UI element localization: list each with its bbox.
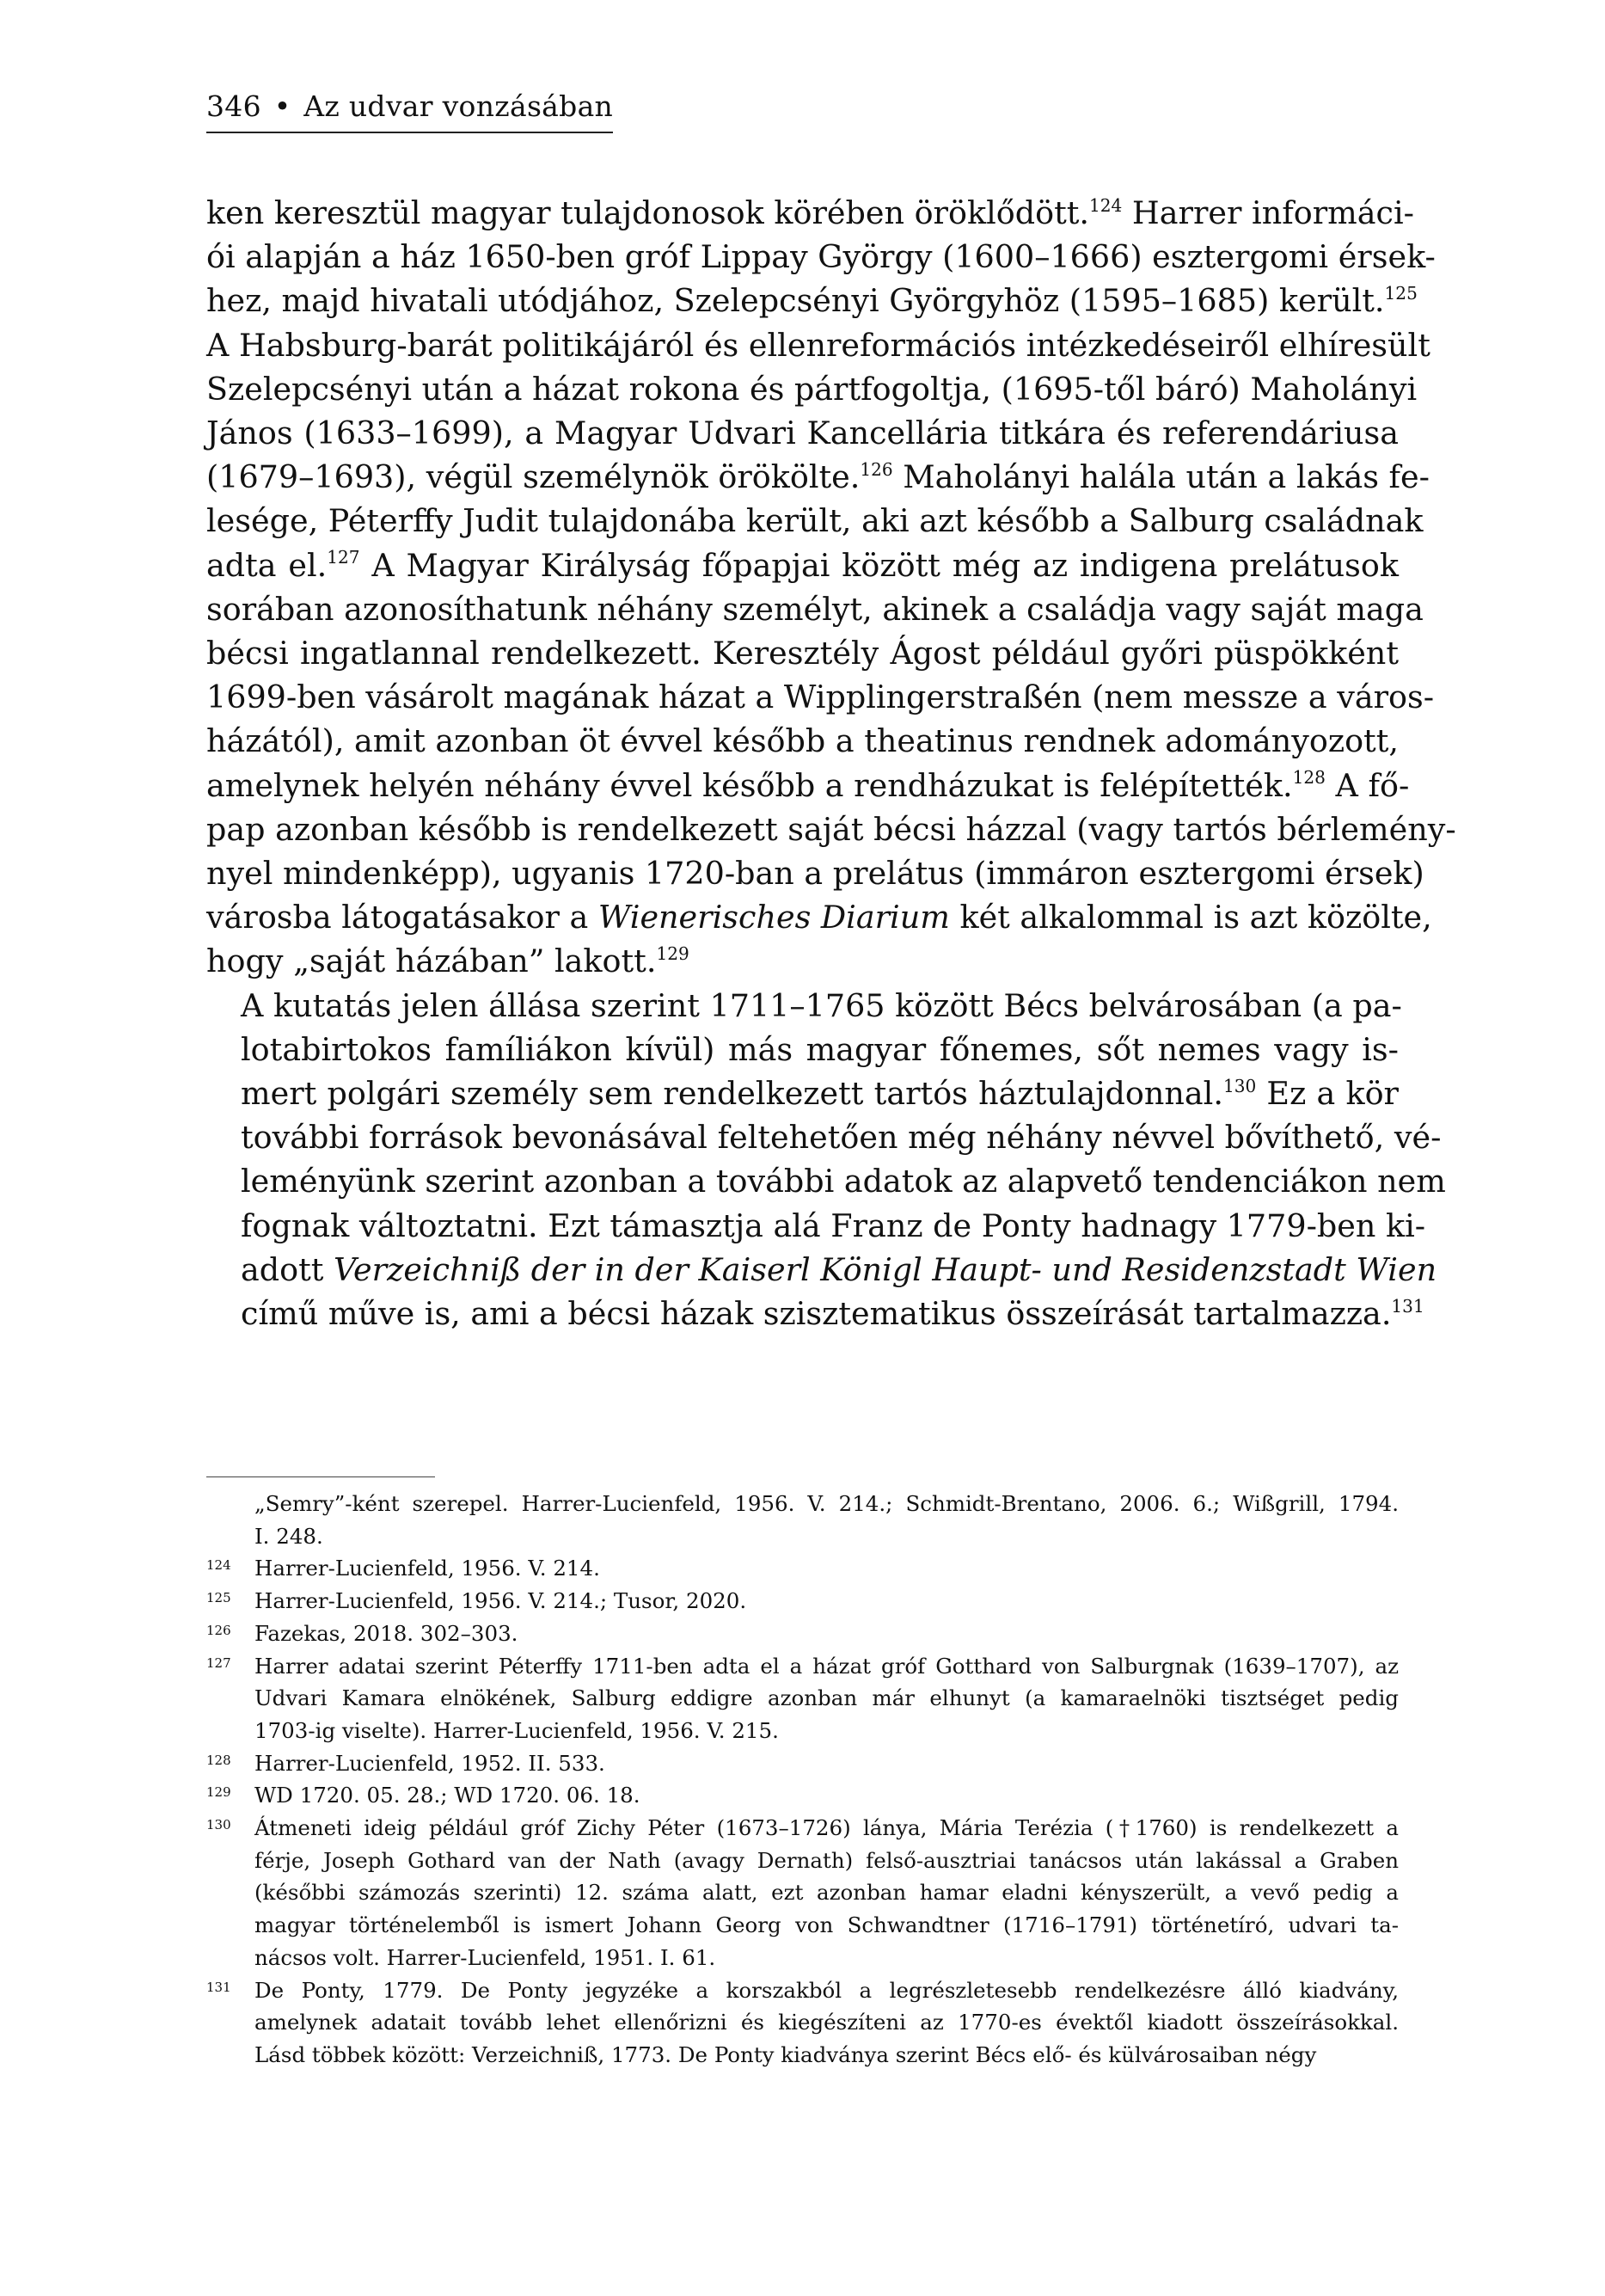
footnote: [206, 1812, 1399, 1974]
text-run: Harrer informáci-: [1122, 194, 1414, 231]
footnote: [206, 1779, 1399, 1812]
text-line: [206, 191, 1414, 235]
footnote-number: 129: [206, 1784, 231, 1801]
footnote: [206, 1747, 1399, 1780]
text-run: A Habsburg-barát politikájáról és ellenreformációs intézkedéseiről elhíresült: [206, 326, 1430, 364]
footnote-line: De Ponty, 1779. De Ponty jegyzéke a korszakból a legrészletesebb rendelkezésre álló kiadvány,: [254, 1977, 1399, 2003]
text-run: A fő-: [1325, 766, 1410, 804]
footnote-line: férje, Joseph Gothard van der Nath (avagy Dernath) felső-ausztriai tanácsos után lakással a Graben: [254, 1847, 1399, 1873]
text-run: Szelepcsényi után a házat rokona és pártfogoltja, (1695-től báró) Maholányi: [206, 370, 1418, 408]
footnote-ref: 129: [656, 943, 689, 964]
text-run: lotabirtokos famíliákon kívül) más magyar főnemes, sőt nemes vagy is-: [241, 1030, 1399, 1068]
text-line: [206, 984, 1402, 1028]
footnote-line: amelynek adatait tovább lehet ellenőrizni és kiegészíteni az 1770-es évektől kiadott összeírásokkal.: [254, 2010, 1399, 2035]
footnotes: [206, 1488, 1399, 2072]
text-run: 1699-ben vásárolt magának házat a Wipplingerstraßén (nem messze a város-: [206, 678, 1435, 716]
footnote-line: Harrer-Lucienfeld, 1956. V. 214.: [254, 1556, 600, 1581]
text-line: [206, 807, 1456, 851]
footnote-line: 1703-ig viselte). Harrer-Lucienfeld, 1956. V. 215.: [254, 1717, 779, 1743]
footnote-line: Lásd többek között: Verzeichniß, 1773. De Ponty kiadványa szerint Bécs elő- és külvárosaiban négy: [254, 2041, 1317, 2067]
text-line: [206, 323, 1430, 367]
text-run: házától), amit azonban öt évvel később a theatinus rendnek adományozott,: [206, 722, 1399, 760]
text-run: Ez a kör: [1256, 1075, 1399, 1113]
text-run: A kutatás jelen állása szerint 1711–1765 között Bécs belvárosában (a pa-: [241, 986, 1402, 1024]
text-line: [206, 499, 1424, 543]
footnote: [206, 1552, 1399, 1585]
footnote: [206, 1618, 1399, 1650]
text-run: leményünk szerint azonban a további adatok az alapvető tendenciákon nem: [241, 1163, 1446, 1200]
text-line: [206, 1028, 1399, 1071]
footnote: [206, 1974, 1399, 2072]
text-line: [206, 1248, 1437, 1292]
text-line: [206, 367, 1418, 411]
text-run: adott: [241, 1250, 334, 1288]
text-line: [206, 587, 1424, 631]
text-line: [206, 1292, 1424, 1335]
text-run: pap azonban később is rendelkezett saját bécsi házzal (vagy tartós bérlemény-: [206, 810, 1456, 848]
footnote-number: 126: [206, 1622, 231, 1638]
footnote-line: (későbbi számozás szerinti) 12. száma alatt, ezt azonban hamar eladni kényszerült, a vevő pedig a: [254, 1880, 1399, 1906]
body-text: [206, 191, 1456, 1335]
text-run: nyel mindenképp), ugyanis 1720-ban a prelátus (immáron esztergomi érsek): [206, 855, 1424, 893]
footnote-line: nácsos volt. Harrer-Lucienfeld, 1951. I. 61.: [254, 1944, 716, 1970]
text-run: mert polgári személy sem rendelkezett tartós háztulajdonnal.: [241, 1075, 1223, 1113]
footnote: [206, 1650, 1399, 1747]
text-run: amelynek helyén néhány évvel később a rendházukat is felépítették.: [206, 766, 1293, 804]
text-line: [206, 895, 1432, 939]
text-run: hez, majd hivatali utódjához, Szelepcsényi Györgyhöz (1595–1685) került.: [206, 282, 1385, 320]
text-line: [206, 1115, 1442, 1159]
text-line: [206, 851, 1424, 895]
footnote-number: 124: [206, 1557, 231, 1574]
footnote-number: 130: [206, 1817, 231, 1833]
footnote-ref: 128: [1292, 767, 1326, 789]
text-run: Maholányi halála után a lakás fe-: [892, 458, 1430, 496]
footnote-ref: 131: [1391, 1295, 1424, 1317]
footnote-line: Harrer-Lucienfeld, 1952. II. 533.: [254, 1750, 605, 1776]
text-line: [206, 543, 1399, 587]
footnote-ref: 125: [1384, 282, 1418, 304]
page-number: 346: [206, 89, 261, 123]
footnote-line: I. 248.: [254, 1523, 323, 1549]
text-run: további források bevonásával feltehetően még néhány névvel bővíthető, vé-: [241, 1119, 1442, 1157]
text-run: János (1633–1699), a Magyar Udvari Kancellária titkára és referendáriusa: [206, 414, 1399, 452]
text-line: [206, 279, 1418, 322]
running-title: Az udvar vonzásában: [303, 89, 614, 123]
footnote-line: Átmeneti ideig például gróf Zichy Péter (1673–1726) lánya, Mária Terézia (†1760) is rendelkezett a: [254, 1815, 1399, 1841]
footnote-ref: 127: [327, 547, 360, 568]
text-run: lesége, Péterffy Judit tulajdonába került, aki azt később a Salburg családnak: [206, 502, 1424, 540]
footnote-line: Udvari Kamara elnökének, Salburg eddigre azonban már elhunyt (a kamaraelnöki tisztséget pedig: [254, 1685, 1399, 1711]
text-run: című műve is, ami a bécsi házak szisztematikus összeírását tartalmazza.: [241, 1295, 1392, 1333]
text-run: két alkalommal is azt közölte,: [949, 899, 1432, 936]
text-line: [206, 719, 1399, 763]
footnote-line: Harrer-Lucienfeld, 1956. V. 214.; Tusor, 2020.: [254, 1588, 747, 1614]
footnote: [206, 1488, 1399, 1552]
text-run: bécsi ingatlannal rendelkezett. Keresztély Ágost például győri püspökként: [206, 635, 1399, 672]
text-line: [206, 1159, 1446, 1203]
text-run: (1679–1693), végül személynök örökölte.: [206, 458, 861, 496]
text-run: A Magyar Királyság főpapjai között még az indigena prelátusok: [359, 546, 1399, 584]
footnote-number: 127: [206, 1654, 231, 1671]
text-line: [206, 411, 1399, 455]
text-run: sorában azonosíthatunk néhány személyt, akinek a családja vagy saját maga: [206, 590, 1424, 628]
paragraph-1: [206, 191, 1456, 984]
work-title: Wienerisches Diarium: [597, 899, 950, 936]
footnote-line: „Semry”-ként szerepel. Harrer-Lucienfeld, 1956. V. 214.; Schmidt-Brentano, 2006. 6.; Wißgrill, 1794.: [254, 1491, 1399, 1516]
text-line: [206, 1204, 1426, 1248]
footnote-ref: 126: [860, 458, 893, 480]
footnote-line: WD 1720. 05. 28.; WD 1720. 06. 18.: [254, 1783, 640, 1808]
paragraph-2: [206, 984, 1446, 1336]
text-line: [206, 675, 1435, 719]
bullet-separator: •: [273, 89, 291, 123]
footnote-line: Harrer adatai szerint Péterffy 1711-ben adta el a házat gróf Gotthard von Salburgnak (1639–1707), az: [254, 1653, 1399, 1679]
running-head: [206, 89, 613, 133]
text-line: [206, 631, 1399, 675]
text-run: fognak változtatni. Ezt támasztja alá Franz de Ponty hadnagy 1779-ben ki-: [241, 1206, 1426, 1244]
text-line: [206, 1071, 1399, 1115]
text-line: [206, 939, 1399, 983]
text-run: városba látogatásakor a: [206, 899, 598, 936]
text-line: [206, 764, 1410, 807]
footnote-ref: 130: [1222, 1075, 1257, 1096]
footnote-line: Fazekas, 2018. 302–303.: [254, 1620, 518, 1646]
text-run: ói alapján a ház 1650-ben gróf Lippay György (1600–1666) esztergomi érsek-: [206, 238, 1436, 276]
footnote-number: 128: [206, 1752, 231, 1768]
text-run: hogy „saját házában” lakott.: [206, 942, 657, 980]
footnote-divider: [206, 1476, 435, 1477]
footnote-number: 131: [206, 1979, 231, 1995]
work-title: Verzeichniß der in der Kaiserl Königl Haupt- und Residenzstadt Wien: [334, 1250, 1437, 1288]
text-run: ken keresztül magyar tulajdonosok körében öröklődött.: [206, 194, 1090, 231]
text-line: [206, 455, 1430, 499]
footnote-line: magyar történelemből is ismert Johann Georg von Schwandtner (1716–1791) történetíró, udvari ta-: [254, 1912, 1399, 1938]
footnote: [206, 1585, 1399, 1618]
text-line: [206, 235, 1436, 279]
text-run: adta el.: [206, 546, 328, 584]
footnote-number: 125: [206, 1590, 231, 1606]
footnote-ref: 124: [1089, 194, 1123, 216]
